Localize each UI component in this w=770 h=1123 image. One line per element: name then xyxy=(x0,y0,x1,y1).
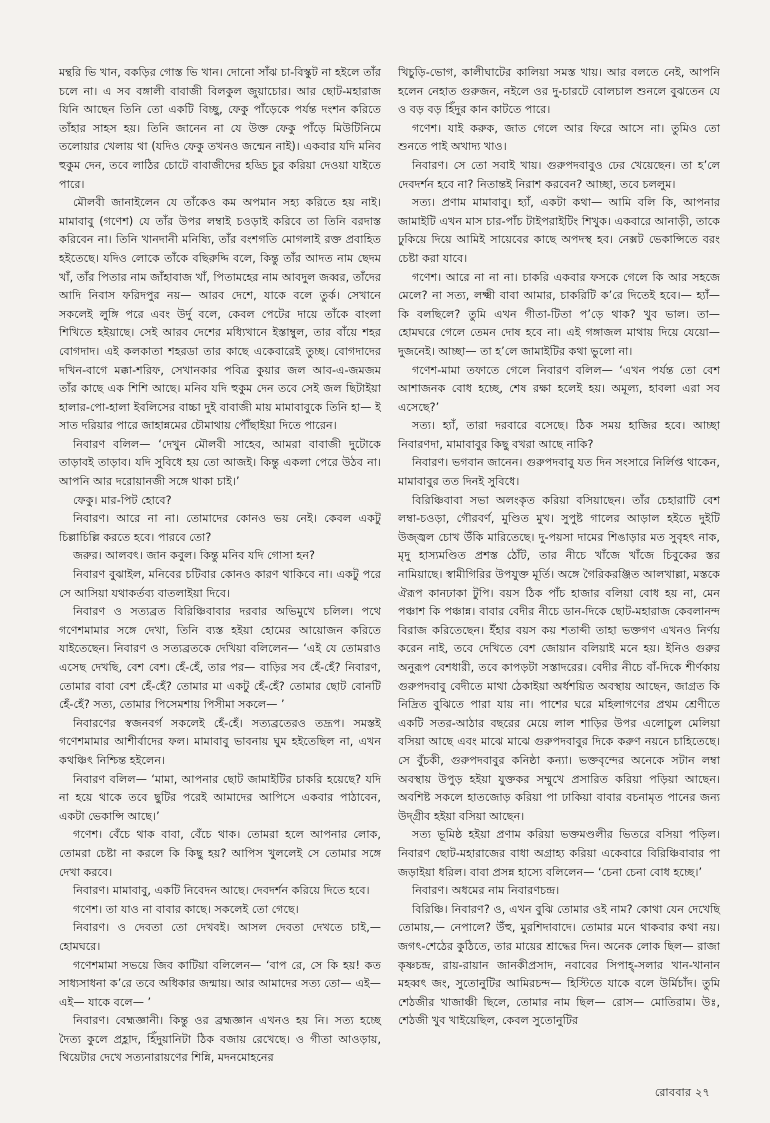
paragraph: মৌলবী জানাইলেন যে তাঁকেও কম অপমান সহ্য করিতে হয় নাই। মামাবাবু (গণেশ) যে তাঁর উপর লম্বাই চওড়াই করিবে তা তিনি বরদাস্ত করিবেন না। তিনি খানদানী মনিষ্যি, তাঁর বংশগতি মোগলাই রক্ত প্রবাহিত হইতেছে। যদিও লোকে তাঁকে বছিরুদ্দি বলে, কিন্তু তাঁর আদত নাম ছেদম খাঁ, তাঁর পিতার নাম জাঁহাবাজ খাঁ, পিতামহের নাম আবদুল জব্বর, তাঁদের আদি নিবাস ফরিদপুর নয়— আরব দেশে, যাকে বলে তুর্ক। সেখানে সকলেই লুঙ্গি পরে এবং উর্দু বলে, কেবল পেটের দায়ে তাঁকে বাংলা শিখিতে হইয়াছে। সেই আরব দেশের মধ্যিখানে ইস্তাম্বুল, তার বাঁয়ে শহর বোগদাদ। এই কলকাতা শহরডা তার কাছে একেবারেই তুচ্ছ। বোগদাদের দখিন-বাগে মক্কা-শরিফ, সেখানকার পবিত্র কুয়ার জল আব-এ-জমজম তাঁর কাছে এক শিশি আছে। মনিব যদি হুকুম দেন তবে সেই জল ছিটাইয়া হালার-পো-হালা ইবলিসের বাচ্চা দুই বাবাজী মায় মামাবাবুকে তিনি হা— ই সাত দরিয়ার পারে জাহান্নমের চৌমাথায় পৌঁছাইয়া দিতে পারেন। xyxy=(59,196,381,433)
paragraph: নিবারণ ও সত্যব্রত বিরিঞ্চিবাবার দরবার অভিমুখে চলিল। পথে গণেশমামার সঙ্গে দেখা, তিনি ব্যস্ত হইয়া হোমের আয়োজন করিতে যাইতেছেন। নিবারণ ও সত্যব্রতকে দেখিয়া বলিলেন— ‘এই যে তোমরাও এসেছ দেখছি, বেশ বেশ। হেঁ-হেঁ, তার পর— বাড়ির সব হেঁ-হেঁ? নিবারণ, তোমার বাবা বেশ হেঁ-হেঁ? তোমার মা একটু হেঁ-হেঁ? তোমার ছোট বোনটি হেঁ-হেঁ? সত্য, তোমার পিসেমশায় পিসীমা সকলে— ’ xyxy=(59,605,381,712)
paragraph: নিবারণ। সে তো সবাই খায়। গুরুপদবাবুও ঢের খেয়েছেন। তা হ’লে দেবদর্শন হবে না? নিতান্তই নিরাশ করবেন? আচ্ছা, তবে চললুম। xyxy=(398,158,720,191)
paragraph: নিবারণ। অধমের নাম নিবারণচন্দ্র। xyxy=(412,884,560,898)
paragraph: নিবারণ বলিল— ‘দেখুন মৌলবী সাহেব, আমরা বাবাজী দুটোকে তাড়াবই তাড়াব। যদি সুবিধে হয় তো আজই। কিন্তু একলা পেরে উঠব না। আপনি আর দরোয়ানজী সঙ্গে থাকা চাই।’ xyxy=(59,437,381,489)
paragraph: নিবারণের স্বজনবর্গ সকলেই হেঁ-হেঁ। সত্যব্রতেরও তদ্রূপ। সমস্তই গণেশমামার আশীর্বাদের ফল। মামাবাবু ভাবনায় ঘুম হইতেছিল না, এখন কথঞ্চিৎ নিশ্চিন্ত হইলেন। xyxy=(59,716,381,767)
paragraph: নিবারণ। ভগবান জানেন। গুরুপদবাবু যত দিন সংসারে নির্লিপ্ত থাকেন, মামাবাবুর তত দিনই সুবিধে। xyxy=(398,456,720,489)
paragraph: গণেশমামা সভয়ে জিব কাটিয়া বলিলেন— ‘বাপ রে, সে কি হয়! কত সাধ্যসাধনা ক’রে তবে অধিকার জন্মায়। আর আমাদের সত্য তো— এই— এই— যাকে বলে— ’ xyxy=(59,958,381,1009)
right-text-column xyxy=(398,64,720,1031)
paragraph: নিবারণ বলিল— ‘মামা, আপনার ছোট জামাইটির চাকরি হয়েছে? যদি না হয়ে থাকে তবে ছুটির পরেই আমাদের আপিসে একবার পাঠাবেন, একটা ভেকান্সি আছে।’ xyxy=(59,772,381,823)
paragraph: বিরিঞ্চিবাবা সভা অলংকৃত করিয়া বসিয়াছেন। তাঁর চেহারাটি বেশ লম্বা-চওড়া, গৌরবর্ণ, মুণ্ডিত মুখ। সুপুষ্ট গালের আড়াল হইতে দুইটি উজ্জ্বল চোখ উঁকি মারিতেছে। দু-পয়সা দামের শিঙাড়ার মত সুবৃহৎ নাক, মৃদু হাস্যমণ্ডিত প্রশস্ত ঠোঁট, তার নীচে খাঁজে খাঁজে চিবুকের স্তর নামিয়াছে। স্বামীগিরির উপযুক্ত মূর্তি। অঙ্গে গৈরিকরঞ্জিত আলখাল্লা, মস্তকে ঐরূপ কানঢাকা টুপি। বয়স ঠিক পাঁচ হাজার বলিয়া বোধ হয় না, মেন পঞ্চাশ কি পঞ্চান্ন। বাবার বেদীর নীচে ডান-দিকে ছোট-মহারাজ কেবলানন্দ বিরাজ করিতেছেন। ইঁহার বয়স কয় শতাব্দী তাহা ভক্তগণ এখনও নির্ণয় করেন নাই, তবে দেখিতে বেশ জোয়ান বলিয়াই মনে হয়। ইনিও গুরুর অনুরূপ বেশধারী, তবে কাপড়টা সস্তাদরের। বেদীর নীচে বাঁ-দিকে শীর্ণকায় গুরুপদবাবু বেদীতে মাথা ঠেকাইয়া অর্ধশয়িত অবস্থায় আছেন, জাগ্রত কি নিদ্রিত বুঝিতে পারা যায় না। পাশের ঘরে মহিলাগণের প্রথম শ্রেণীতে একটি সতর-আঠার বছরের মেয়ে লাল শাড়ির উপর এলোচুল মেলিয়া বসিয়া আছে এবং মাঝে মাঝে গুরুপদবাবুর দিকে করুণ নয়নে চাহিতেছে। সে বুঁচকী, গুরুপদবাবুর কনিষ্ঠা কন্যা। ভক্তবৃন্দের অনেকে সটান লম্বা অবস্থায় উপুড় হইয়া যুক্তকর সম্মুখে প্রসারিত করিয়া পড়িয়া আছেন। অবশিষ্ট সকলে হাতজোড় করিয়া পা ঢাকিয়া বাবার বচনামৃত পানের জন্য উদ্গ্রীব হইয়া বসিয়া আছেন। xyxy=(398,493,720,823)
paragraph: নিবারণ। ও দেবতা তো দেখবই। আসল দেবতা দেখতে চাই,— হোমঘরে। xyxy=(59,921,381,953)
paragraph: সত্য। প্রণাম মামাবাবু। হ্যাঁ, একটা কথা— আমি বলি কি, আপনার জামাইটি এখন মাস চার-পাঁচ টাইপরাইটিং শিখুক। একবারে আনাড়ী, তাকে ঢুকিয়ে দিয়ে আমিই সায়েবের কাছে অপদস্থ হব। নেক্সট ভেকান্সিতে বরং চেষ্টা করা যাবে। xyxy=(398,196,720,265)
paragraph: নিবারণ। আরে না না। তোমাদের কোনও ভয় নেই। কেবল একটু চিল্লাচিল্লি করতে হবে। পারবে তো? xyxy=(59,512,381,544)
paragraph: সত্য ভূমিষ্ঠ হইয়া প্রণাম করিয়া ভক্তমণ্ডলীর ভিতরে বসিয়া পড়িল। নিবারণ ছোট-মহারাজের বাধা অগ্রাহ্য করিয়া একেবারে বিরিঞ্চিবাবার পা জড়াইয়া ধরিল। বাবা প্রসন্ন হাস্যে বলিলেন— ‘চেনা চেনা বোধ হচ্ছে।’ xyxy=(398,828,720,879)
paragraph: গণেশ। বেঁচে থাক বাবা, বেঁচে থাক। তোমরা হলে আপনার লোক, তোমরা চেষ্টা না করলে কি কিছু হয়? আপিস খুললেই সে তোমার সঙ্গে দেখা করবে। xyxy=(59,828,381,879)
paragraph: গণেশ। আরে না না না। চাকরি একবার ফসকে গেলে কি আর সহজে মেলে? না সত্য, লক্ষ্মী বাবা আমার, চাকরিটি ক’রে দিতেই হবে।— হ্যাঁ— কি বলছিলে? তুমি এখন গীতা-টিতা প’ড়ে থাক? খুব ভাল। তা— হোমঘরে গেলে তেমন দোষ হবে না। এই গঙ্গাজল মাথায় দিয়ে যেয়ো— দুজনেই। আচ্ছা— তা হ’লে জামাইটির কথা ভুলো না। xyxy=(398,270,720,358)
paragraph: গণেশ। যাই করুক, জাত গেলে আর ফিরে আসে না। তুমিও তো শুনতে পাই অখাদ্য খাও। xyxy=(398,121,720,154)
paragraph: গণেশ। তা যাও না বাবার কাছে। সকলেই তো গেছে। xyxy=(73,902,299,916)
paragraph: সত্য। হ্যাঁ, তারা দরবারে বসেছে। ঠিক সময় হাজির হবে। আচ্ছা নিবারণদা, মামাবাবুর কিছু বখরা আছে নাকি? xyxy=(398,419,720,451)
paragraph: নিবারণ বুঝাইল, মনিবের চটিবার কোনও কারণ থাকিবে না। একটু পরে সে আসিয়া যথাকর্তব্য বাতলাইয়া দিবে। xyxy=(59,568,381,600)
paragraph: নিবারণ। মামাবাবু, একটি নিবেদন আছে। দেবদর্শন করিয়ে দিতে হবে। xyxy=(73,884,370,898)
paragraph: ফেকু। মার-পিট হোবে? xyxy=(73,493,172,507)
paragraph: জরুর। আলবৎ। জান কবুল। কিন্তু মনিব যদি গোসা হন? xyxy=(73,549,315,563)
left-text-column xyxy=(59,64,381,1068)
paragraph: মন্থরি ভি খান, বকড়ির গোস্ত ভি খান। দোনো সাঁঝ চা-বিস্কুট না হইলে তাঁর চলে না। এ সব বঙ্গালী বাবাজী বিলকুল জুয়াচোর। আর ছোট-মহারাজ যিনি আছেন তিনি তো একটি বিচ্ছু, ফেকু পাঁড়েকে পর্যন্ত দংশন করিতে তাঁহার সাহস হয়। তিনি জানেন না যে উক্ত ফেকু পাঁড়ে মিউটিনিমে তলোয়ার খেলায় থা (যদিও ফেকু তখনও জন্মেন নাই)। একবার যদি মনিব হুকুম দেন, তবে লাঠির চোটে বাবাজীদের হড্ডি চুর করিয়া দেওয়া যাইতে পারে। xyxy=(59,66,381,191)
paragraph: খিচুড়ি-ভোগ, কালীঘাটের কালিয়া সমস্ত খায়। আর বলতে নেই, আপনি হলেন নেহাত গুরুজন, নইলে ওর দু-চারটে বোলচাল শুনলে বুঝতেন যে ও বড় বড় হিঁদুর কান কাটতে পারে। xyxy=(398,66,720,117)
paragraph: গণেশ-মামা তফাতে গেলে নিবারণ বলিল— ‘এখন পর্যন্ত তো বেশ আশাজনক বোধ হচ্ছে, শেষ রক্ষা হলেই হয়। অমূল্য, হাবলা এরা সব এসেছে?’ xyxy=(398,363,720,414)
page-footer: রোববার ২৭ xyxy=(654,1086,710,1099)
paragraph: বিরিঞ্চি। নিবারণ? ও, এখন বুঝি তোমার ওই নাম? কোথা যেন দেখেছি তোমায়,— নেপালে? উঁহু, মুরশিদাবাদে। তোমার মনে থাকবার কথা নয়। জগৎ-শেঠের কুঠিতে, তার মায়ের শ্রাদ্ধের দিন। অনেক লোক ছিল— রাজা কৃষ্ণচন্দ্র, রায়-রায়ান জানকীপ্রসাদ, নবাবের সিপাহ্-সলার খান-খানান মহব্বৎ জং, সুতোনুটির আমিরচন্দ— হিস্টিতে যাকে বলে উর্মিচাঁদ। তুমি শেঠজীর খাজাঞ্চী ছিলে, তোমার নাম ছিল— রোস— মোতিরাম। উঃ, শেঠজী খুব খাইয়েছিল, কেবল সুতোনুটির xyxy=(398,902,720,1028)
paragraph: নিবারণ। বেহ্মজ্ঞানী। কিন্তু ওর ব্রহ্মজ্ঞান এখনও হয় নি। সত্য হচ্ছে দৈত্য কুলে প্রহ্লাদ, হিঁদুয়ানিটা ঠিক বজায় রেখেছে। ও গীতা আওড়ায়, থিয়েটার দেখে সত্যনারায়ণের শিন্নি, মদনমোহনের xyxy=(59,1014,381,1065)
